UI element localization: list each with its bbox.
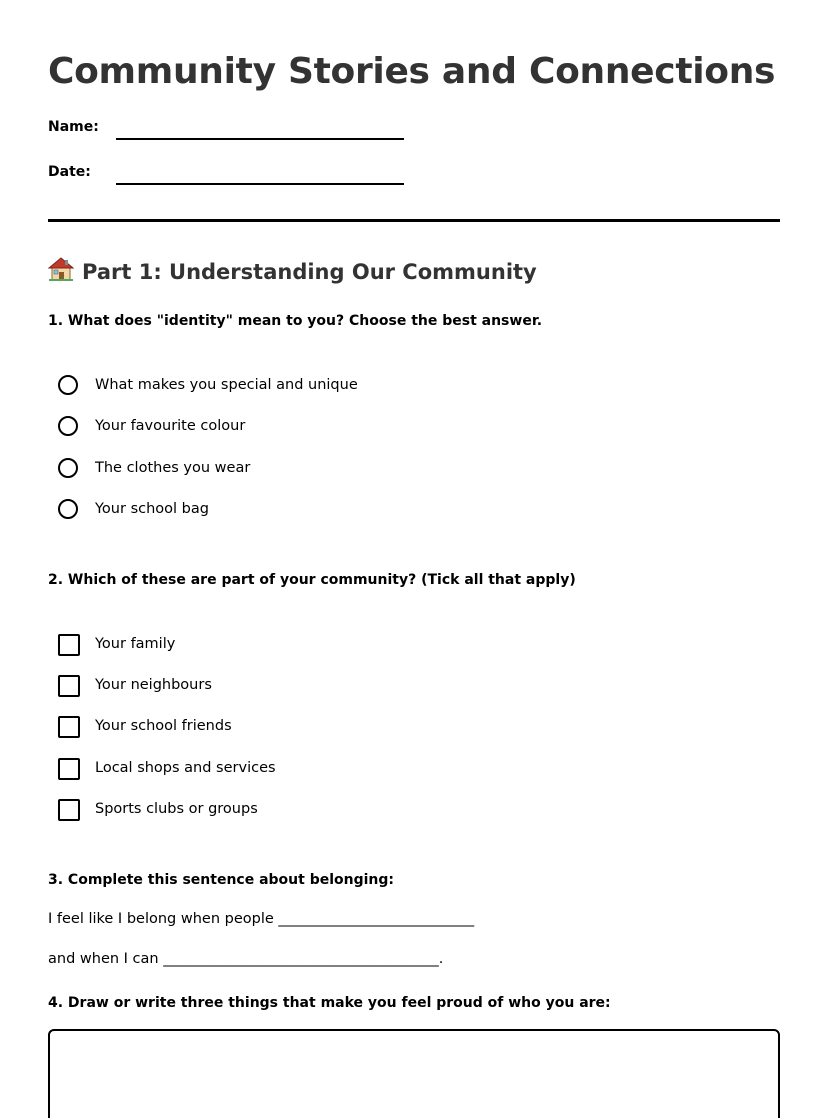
date-input-line[interactable] (116, 183, 404, 185)
page-title: Community Stories and Connections (48, 51, 776, 92)
q2-option-label: Sports clubs or groups (95, 801, 258, 817)
q1-option-label: What makes you special and unique (95, 377, 358, 393)
belonging-sentence-2[interactable]: and when I can ______________________________________. (48, 951, 444, 967)
q2-option-label: Local shops and services (95, 760, 276, 776)
question-3: 3. Complete this sentence about belonging: (48, 872, 395, 888)
radio-button[interactable] (58, 416, 78, 436)
q1-option-label: Your school bag (95, 501, 209, 517)
q1-option[interactable] (58, 458, 558, 482)
radio-button[interactable] (58, 375, 78, 395)
q2-option[interactable] (58, 799, 558, 823)
q1-option[interactable] (58, 416, 558, 440)
question-4: 4. Draw or write three things that make you feel proud of who you are: (48, 995, 611, 1011)
q2-option[interactable] (58, 675, 558, 699)
q2-option-label: Your family (95, 636, 176, 652)
checkbox[interactable] (58, 634, 80, 656)
checkbox[interactable] (58, 758, 80, 780)
house-icon (48, 256, 74, 290)
q2-option-label: Your school friends (95, 718, 232, 734)
q2-option[interactable] (58, 634, 558, 658)
name-label: Name: (48, 119, 99, 135)
name-input-line[interactable] (116, 138, 404, 140)
q1-option[interactable] (58, 499, 558, 523)
part1-heading (48, 256, 537, 290)
checkbox[interactable] (58, 799, 80, 821)
name-field-row (48, 117, 448, 147)
question-2: 2. Which of these are part of your community? (Tick all that apply) (48, 572, 576, 588)
date-field-row (48, 162, 448, 192)
q1-option-label: The clothes you wear (95, 460, 251, 476)
radio-button[interactable] (58, 499, 78, 519)
checkbox[interactable] (58, 716, 80, 738)
radio-button[interactable] (58, 458, 78, 478)
q1-option[interactable] (58, 375, 558, 399)
proud-answer-box[interactable] (48, 1029, 780, 1118)
q2-option-label: Your neighbours (95, 677, 212, 693)
part1-heading-text: Part 1: Understanding Our Community (82, 260, 537, 284)
q2-option[interactable] (58, 716, 558, 740)
date-label: Date: (48, 164, 91, 180)
q2-option[interactable] (58, 758, 558, 782)
header-divider (48, 219, 780, 222)
checkbox[interactable] (58, 675, 80, 697)
question-1: 1. What does "identity" mean to you? Choose the best answer. (48, 313, 543, 329)
q1-option-label: Your favourite colour (95, 418, 246, 434)
belonging-sentence-1[interactable]: I feel like I belong when people ___________________________ (48, 911, 475, 927)
